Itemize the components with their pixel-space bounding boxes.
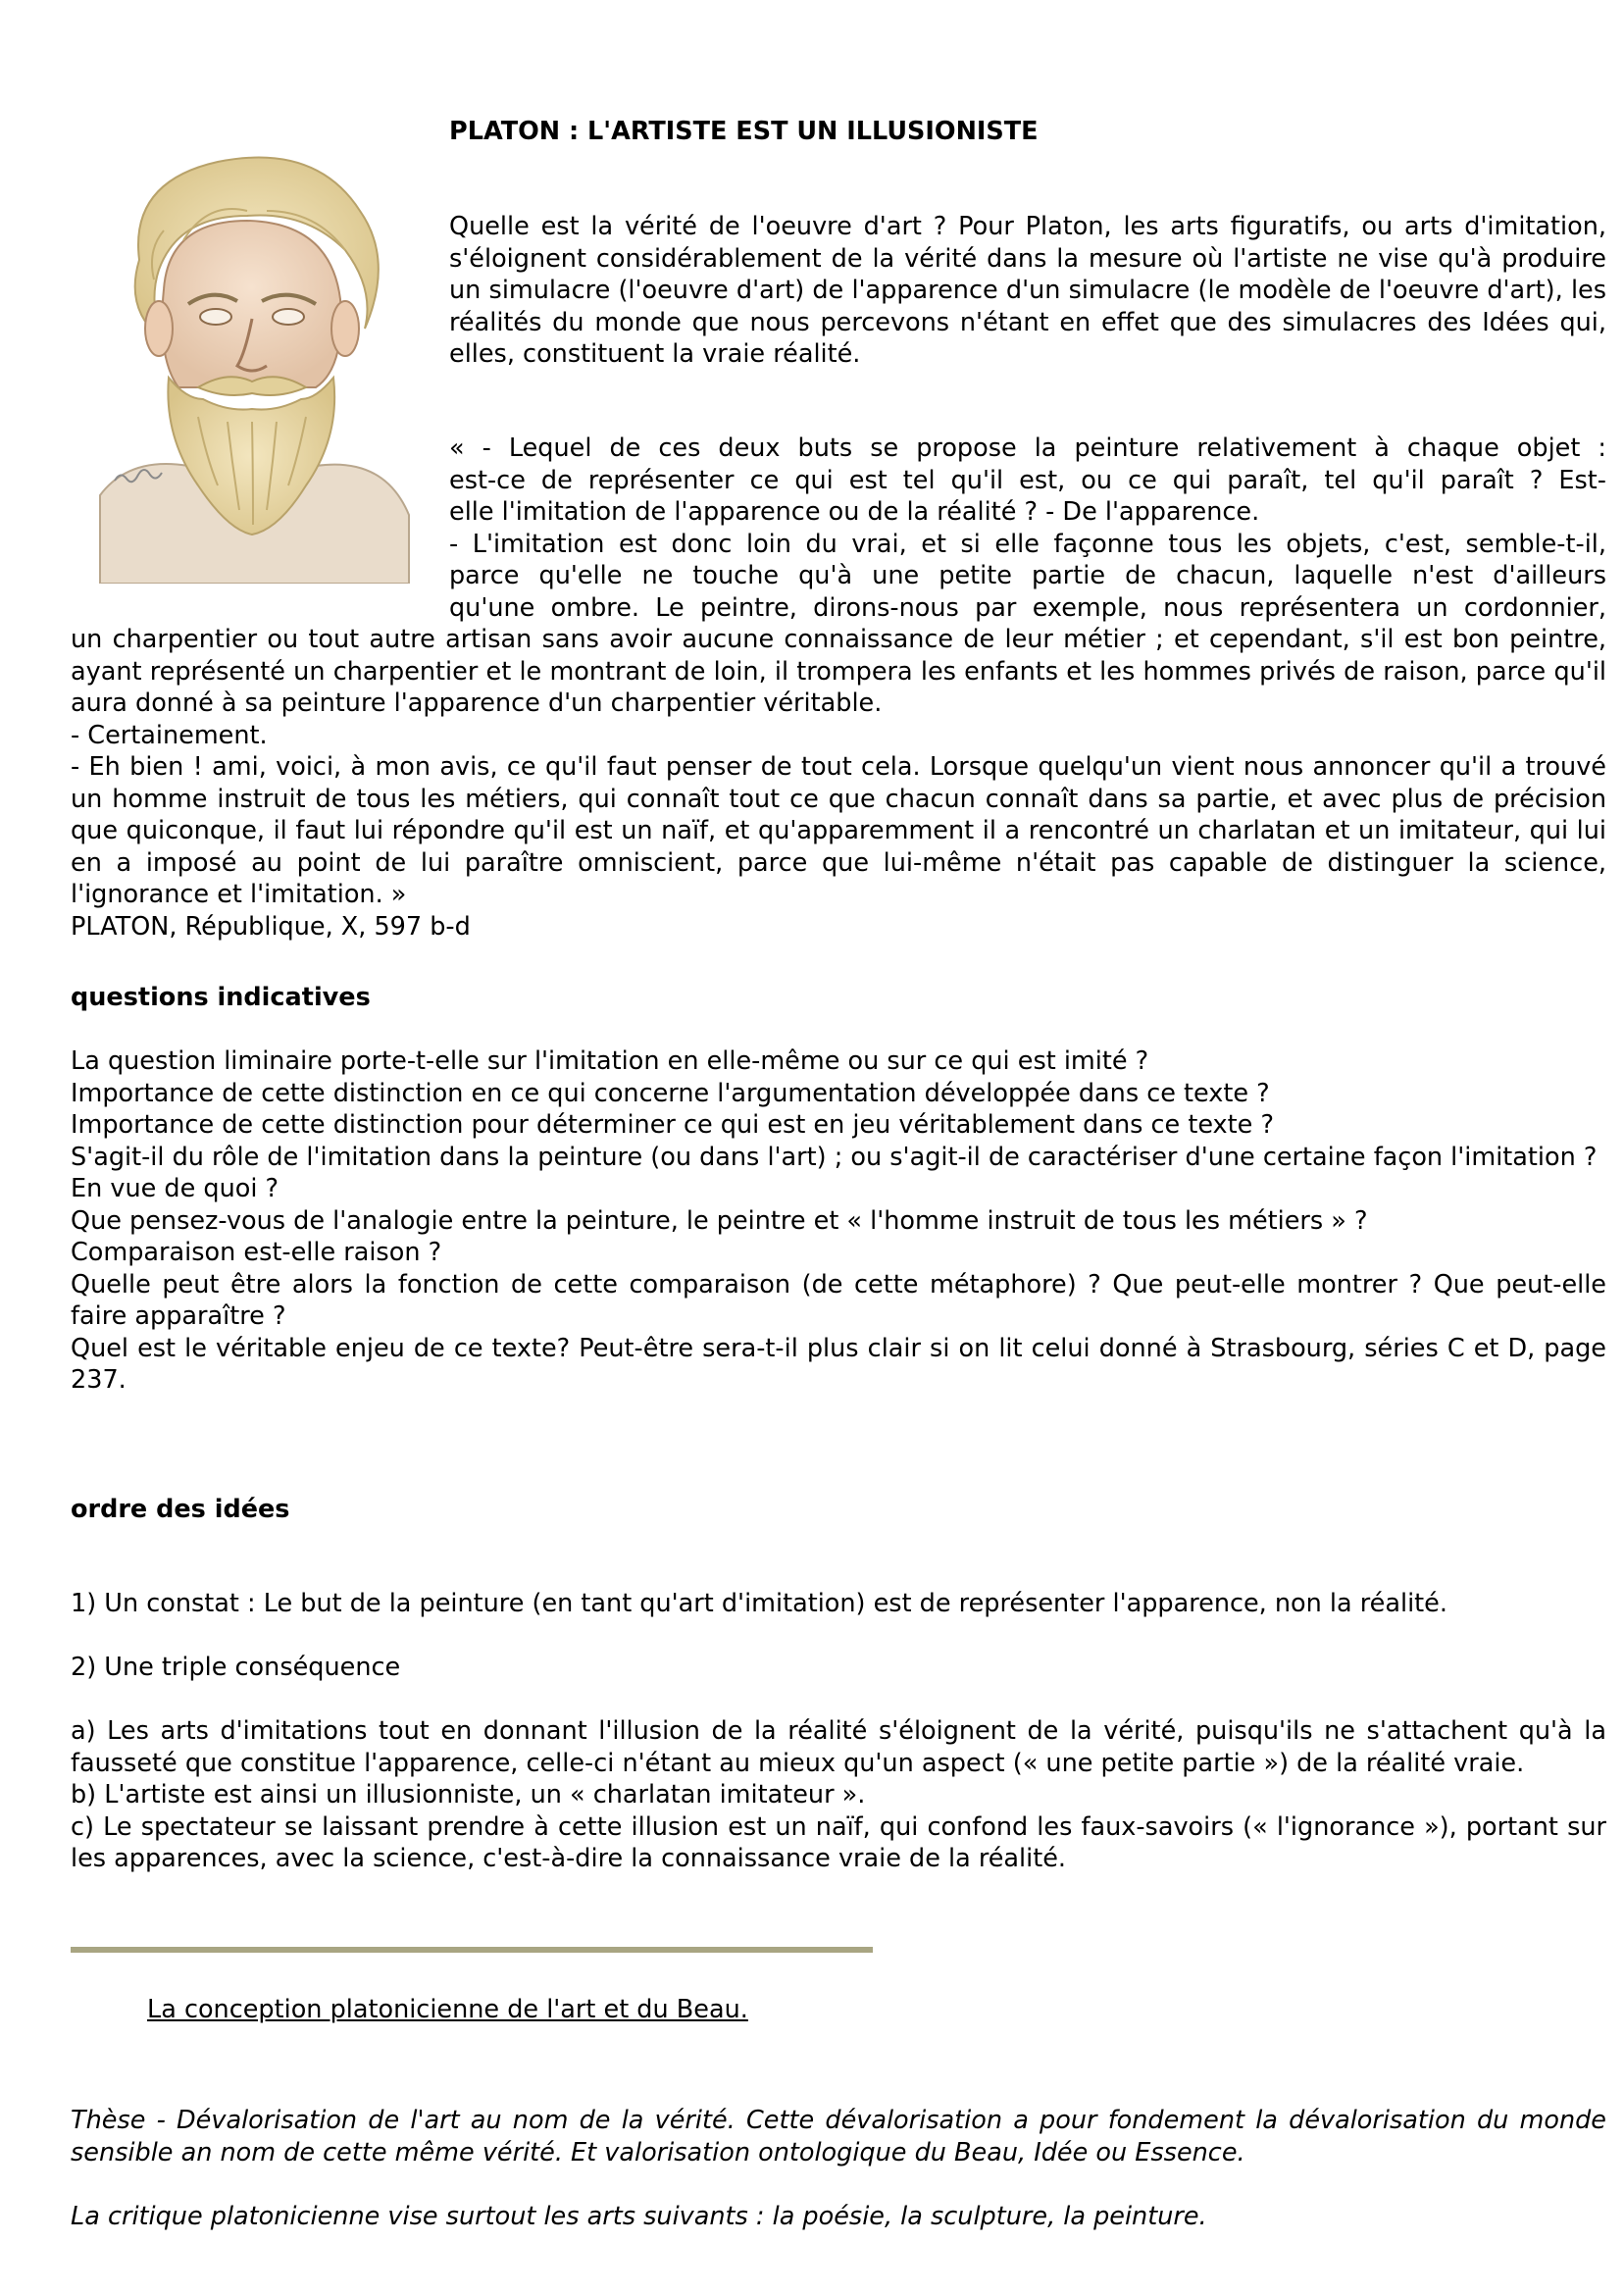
quote-reply: - Certainement. [71, 720, 268, 750]
question-item: Importance de cette distinction en ce qui concerne l'argumentation développée dans ce texte ? [71, 1078, 1270, 1108]
quote-line: qu'une ombre. Le peintre, dirons-nous par exemple, nous représentera un cordonnier, [449, 592, 1606, 623]
quote-line: elle l'imitation de l'apparence ou de la réalité ? - De l'apparence. [449, 497, 1260, 527]
questions-list [71, 1045, 1606, 1397]
question-item: Comparaison est-elle raison ? [71, 1238, 442, 1267]
ordre-point-2: 2) Une triple conséquence [71, 1653, 401, 1682]
ordre-subpoint: b) L'artiste est ainsi un illusionniste, un « charlatan imitateur ». [71, 1780, 866, 1810]
quote-citation: PLATON, République, X, 597 b-d [71, 911, 471, 942]
quote-block [71, 433, 1606, 943]
question-item: S'agit-il du rôle de l'imitation dans la peinture (ou dans l'art) ; ou s'agit-il de caractériser d'une certaine façon l'imitation ? [71, 1142, 1598, 1172]
question-item: En vue de quoi ? [71, 1174, 279, 1203]
conception-link[interactable]: La conception platonicienne de l'art et du Beau. [147, 1995, 748, 2024]
page-title: PLATON : L'ARTISTE EST UN ILLUSIONISTE [449, 117, 1039, 146]
question-item: Importance de cette distinction pour déterminer ce qui est en jeu véritablement dans ce texte ? [71, 1110, 1274, 1140]
quote-line: parce qu'elle ne touche qu'à une petite partie de chacun, laquelle n'est d'ailleurs [449, 561, 1606, 590]
these-paragraph: Thèse - Dévalorisation de l'art au nom de la vérité. Cette dévalorisation a pour fondement la dévalorisation du monde sensible an nom de cette même vérité. Et valorisation ontologique du Beau, Idée ou Essence. [71, 2106, 1606, 2167]
question-item: Que pensez-vous de l'analogie entre la peinture, le peintre et « l'homme instruit de tous les métiers » ? [71, 1205, 1368, 1236]
ordre-heading: ordre des idées [71, 1495, 290, 1524]
ordre-subpoint: a) Les arts d'imitations tout en donnant l'illusion de la réalité s'éloignent de la vérité, puisqu'ils ne s'attachent qu'à la fausseté que constitue l'apparence, celle-ci n'étant au mieux qu'un aspect (« une petite partie ») de la réalité vraie. [71, 1716, 1606, 1778]
quote-line: est-ce de représenter ce qui est tel qu'il est, ou ce qui paraît, tel qu'il paraît ? Est- [449, 465, 1606, 495]
quote-paragraph: un charpentier ou tout autre artisan sans avoir aucune connaissance de leur métier ; et cependant, s'il est bon peintre, ayant représenté un charpentier et le montrant de loin, il trompera les enfants et les hommes privés de raison, parce qu'il aura donné à sa peinture l'apparence d'un charpentier véritable. [71, 625, 1606, 718]
quote-line: - L'imitation est donc loin du vrai, et si elle façonne tous les objets, c'est, semble-t-il, [449, 529, 1606, 559]
intro-paragraph: Quelle est la vérité de l'oeuvre d'art ? Pour Platon, les arts figuratifs, ou arts d'imitation, s'éloignent considérablement de la vérité dans la mesure où l'artiste ne vise qu'à produire un simulacre (l'oeuvre d'art) de l'apparence d'un simulacre (le modèle de l'oeuvre d'art), les réalités du monde que nous percevons n'étant en effet que des simulacres des Idées qui, elles, constituent la vraie réalité. [449, 212, 1606, 369]
ordre-subpoints [71, 1715, 1606, 1875]
questions-heading: questions indicatives [71, 983, 371, 1012]
quote-paragraph: - Eh bien ! ami, voici, à mon avis, ce qu'il faut penser de tout cela. Lorsque quelqu'un vient nous annoncer qu'il a trouvé un homme instruit de tous les métiers, qui connaît tout ce que chacun connaît dans sa partie, et avec plus de précision que quiconque, il faut lui répondre qu'il est un naïf, et qu'apparemment il a rencontré un charlatan et un imitateur, qui lui en a imposé au point de lui paraître omniscient, parce que lui-même n'était pas capable de distinguer la science, l'ignorance et l'imitation. » [71, 752, 1606, 909]
ordre-subpoint: c) Le spectateur se laissant prendre à cette illusion est un naïf, qui confond les faux-savoirs (« l'ignorance »), portant sur les apparences, avec la science, c'est-à-dire la connaissance vraie de la réalité. [71, 1811, 1606, 1873]
quote-line: « - Lequel de ces deux buts se propose la peinture relativement à chaque objet : [449, 433, 1606, 463]
critique-paragraph: La critique platonicienne vise surtout les arts suivants : la poésie, la sculpture, la peinture. [71, 2202, 1207, 2231]
question-item: Quel est le véritable enjeu de ce texte? Peut-être sera-t-il plus clair si on lit celui donné à Strasbourg, séries C et D, page 237. [71, 1333, 1606, 1395]
question-item: Quelle peut être alors la fonction de cette comparaison (de cette métaphore) ? Que peut-elle montrer ? Que peut-elle faire apparaître ? [71, 1269, 1606, 1331]
question-item: La question liminaire porte-t-elle sur l'imitation en elle-même ou sur ce qui est imité ? [71, 1046, 1149, 1076]
section-divider [71, 1947, 873, 1953]
ordre-point-1: 1) Un constat : Le but de la peinture (en tant qu'art d'imitation) est de représenter l'apparence, non la réalité. [71, 1589, 1447, 1618]
